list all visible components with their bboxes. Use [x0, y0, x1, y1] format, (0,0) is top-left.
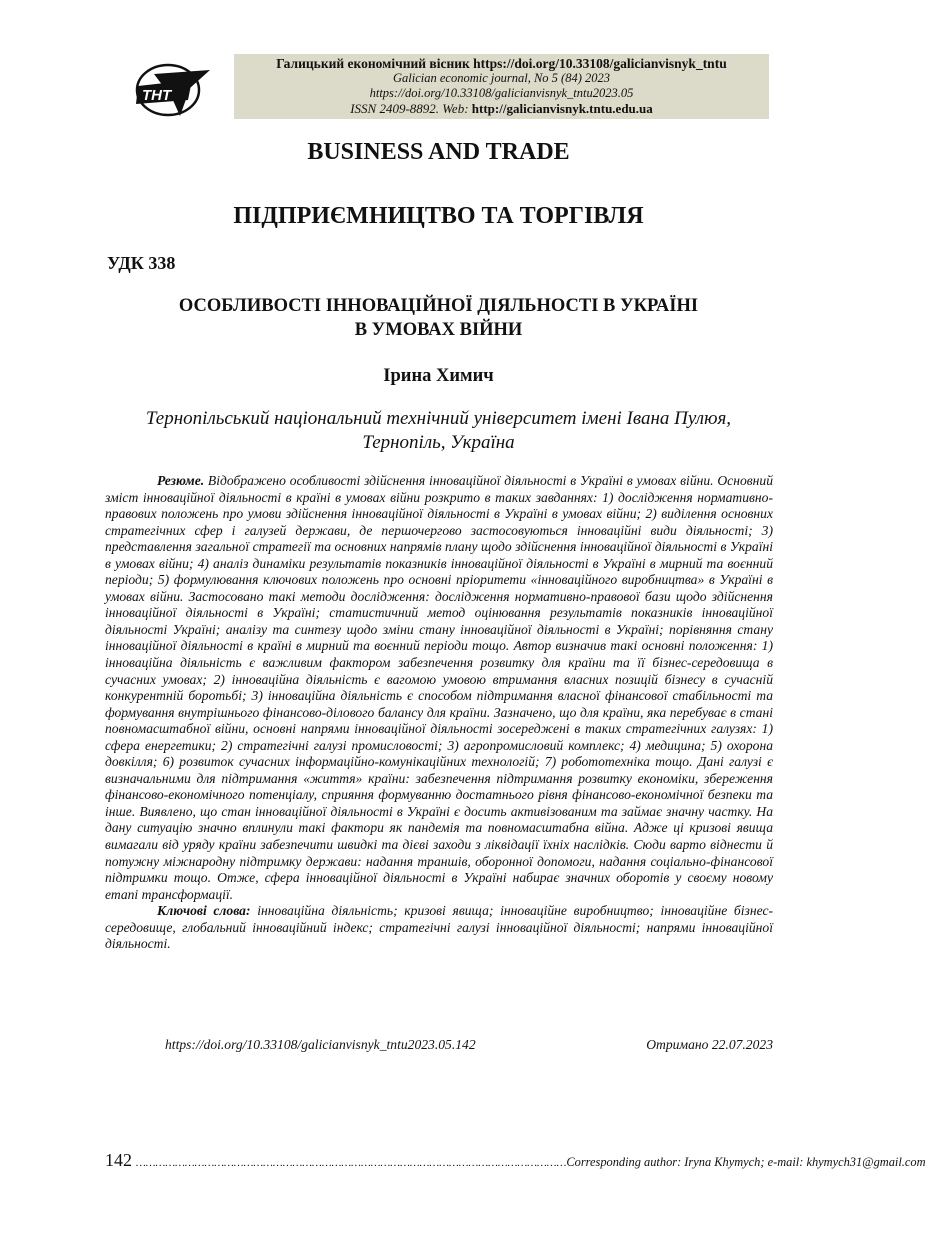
keywords-text: інноваційна діяльність; кризові явища; інноваційне виробництво; інноваційне бізнес-середовище, глобальний інноваційний індекс; стратегічні галузі інноваційної діяльності; напрями інноваційної діяльності.: [105, 903, 774, 952]
journal-issue-line: Galician economic journal, No 5 (84) 2023: [393, 71, 610, 85]
author-affiliation: [0, 407, 877, 455]
issn-text: ISSN 2409-8892. Web:: [350, 101, 472, 116]
issue-doi-line: https://doi.org/10.33108/galicianvisnyk_tntu2023.05: [369, 86, 634, 100]
journal-logo: [132, 58, 212, 120]
udc-code: УДК 338: [107, 253, 176, 273]
tntu-logo-icon: [132, 58, 212, 120]
article-title: [0, 294, 877, 342]
affiliation-line1: Тернопільський національний технічний університет імені Івана Пулюя,: [145, 408, 732, 429]
abstract-block: [105, 473, 773, 953]
corresponding-author: Corresponding author: Iryna Khymych; e-mail: khymych31@gmail.com: [566, 1155, 926, 1169]
affiliation-line2: Тернопіль, Україна: [362, 432, 515, 453]
footer-dot-leader: ……………………………………………………………………………………………………………………: [136, 1157, 567, 1169]
author-name: Ірина Химич: [383, 366, 494, 386]
received-date: Отримано 22.07.2023: [646, 1037, 773, 1052]
abstract-paragraph: [105, 473, 773, 903]
issn-line: [234, 101, 769, 116]
section-title-en: BUSINESS AND TRADE: [307, 139, 570, 165]
article-title-line1: ОСОБЛИВОСТІ ІННОВАЦІЙНОЇ ДІЯЛЬНОСТІ В УКРАЇНІ: [178, 296, 699, 316]
abstract-label: Резюме.: [157, 473, 205, 488]
article-doi-link[interactable]: https://doi.org/10.33108/galicianvisnyk_tntu2023.05.142: [165, 1037, 476, 1052]
svg-text:ТНТ: ТНТ: [142, 87, 172, 104]
keywords-label: Ключові слова:: [157, 903, 251, 919]
article-title-line2: В УМОВАХ ВІЙНИ: [354, 320, 523, 340]
abstract-text: Відображено особливості здійснення інноваційної діяльності в Україні в умовах війни. Основний зміст інноваційної діяльності в країні в умовах війни розкрито в таких завданнях: 1) дослідження нормативно-правових положень про умови здійснення інноваційної діяльності в Україні в умовах війни; 2) виділення основних стратегічних сфер і галузей держави, де першочергово застосовуються інноваційні види діяльності; 3) представлення загальної стратегії та основних напрямів плану щодо здійснення інноваційної діяльності в Україні в умовах війни; 4) аналіз динаміки результатів показників інноваційної діяльності в Україні в мирний та воєнний періоди; 5) формулювання ключових положень про основні пріоритети «інноваційного виробництва» в Україні в умовах війни. Застосовано такі методи дослідження: дослідження нормативно-правової бази щодо здійснення інноваційної діяльності в Україні; статистичний метод оцінювання результатів показників інноваційної діяльності Україні; аналізу та синтезу щодо зміни стану інноваційної діяльності в Україні; порівняння стану інноваційної діяльності в країні в мирний та воєнний періоди тощо. Автор визначив такі основні положення: 1) інноваційна діяльність є важливим фактором забезпечення розвитку для країни та її бізнес-середовища в сучасних умовах; 2) інноваційна діяльність є вагомою умовою втримання власних позицій бізнесу в сучасній конкурентній боротьбі; 3) інноваційна діяльність є способом підтримання власної фінансової стабільності та формування внутрішнього фінансово-ділового балансу для країни. Зазначено, що для країни, яка перебуває в стані повномасштабної війни, основні напрями інноваційної діяльності зосереджені в таких стратегічних галузях: 1) сфера енергетики; 2) стратегічні галузі промисловості; 3) агропромисловий комплекс; 4) медицина; 5) охорона довкілля; 6) розвиток сучасних інформаційно-комунікаційних технологій; 7) робототехніка тощо. Дані галузі є визначальними для підтримання «життя» країни: забезпечення підтримання розвитку економіки, збереження фінансово-економічного потенціалу, сприяння формуванню достатнього рівня фінансово-економічної безпеки та інше. Виявлено, що стан інноваційної діяльності в Україні є досить активізованим та займає значну частку. На дану ситуацію значно вплинули такі фактори як пандемія та повномасштабна війна. Адже ці кризові явища вимагали від уряду країни забезпечити швидкі та дієві заходи з ліквідації їхніх наслідків. Сюди варто віднести й потужну міжнародну підтримку держави: надання траншів, оборонної допомоги, надання соціально-фінансової підтримки тощо. Отже, сфера інноваційної діяльності в Україні набирає значних оборотів у своєму новому етапі трансформації.: [105, 473, 773, 902]
keywords-paragraph: [105, 903, 773, 953]
section-title-ua: ПІДПРИЄМНИЦТВО ТА ТОРГІВЛЯ: [233, 203, 644, 229]
article-meta-row: [165, 1037, 773, 1053]
journal-website-link[interactable]: http://galicianvisnyk.tntu.edu.ua: [471, 101, 653, 116]
page-footer: [105, 1150, 926, 1171]
journal-header: [234, 54, 769, 119]
page-number: 142: [105, 1150, 132, 1170]
journal-title-line: Галицький економічний вісник https://doi.org/10.33108/galicianvisnyk_tntu: [276, 56, 727, 71]
